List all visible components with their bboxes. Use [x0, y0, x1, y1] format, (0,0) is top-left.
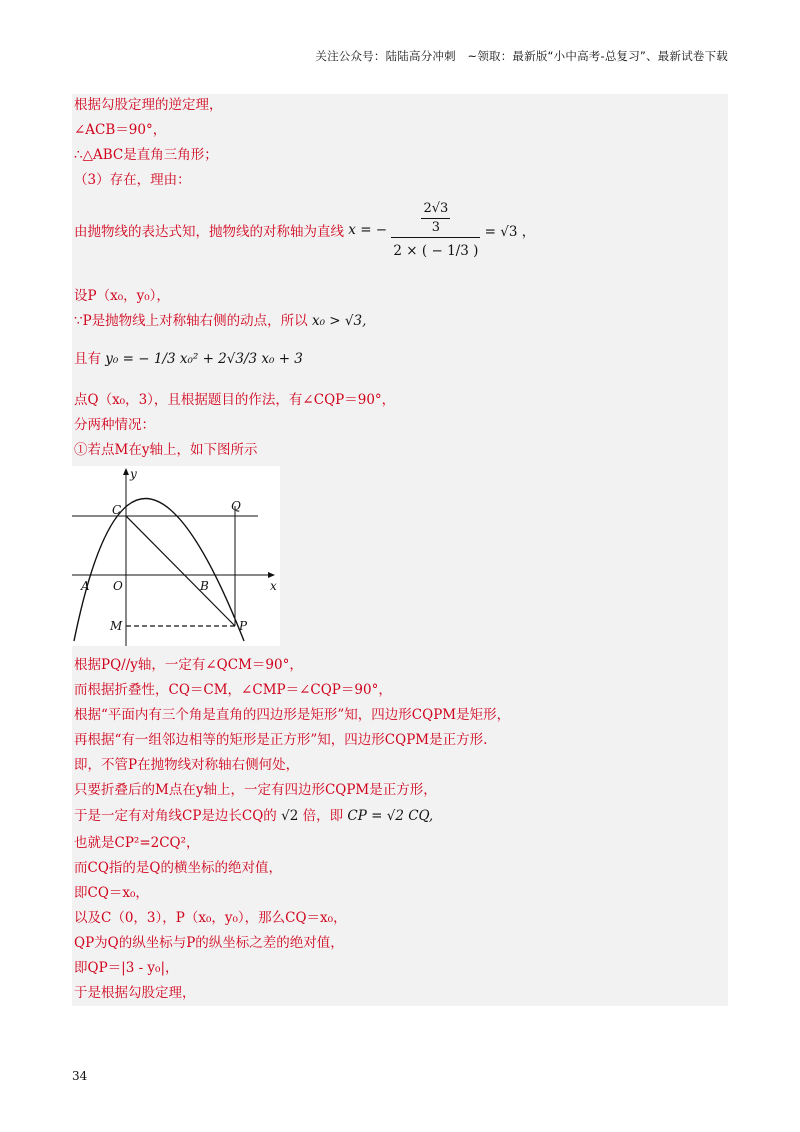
- text-line: [74, 350, 303, 368]
- solution-content: [72, 94, 728, 1006]
- text-line: 而CQ指的是Q的横坐标的绝对值，: [74, 860, 282, 876]
- text-line: 也就是CP²=2CQ²，: [74, 835, 200, 851]
- diag-text-2: 倍，即: [302, 808, 344, 824]
- text-line: 再根据“有一组邻边相等的矩形是正方形”知，四边形CQPM是正方形.: [74, 732, 488, 748]
- text-line: 根据PQ//y轴，一定有∠QCM＝90°，: [74, 657, 303, 673]
- text-line: ①若点M在y轴上，如下图所示: [74, 442, 258, 458]
- text-line: 点Q（x₀，3），且根据题目的作法，有∠CQP＝90°，: [74, 392, 396, 408]
- text-line: ∴△ABC是直角三角形；: [74, 147, 218, 163]
- label-y: y: [130, 467, 137, 481]
- y0-expression: y₀ = − 1/3 x₀² + 2√3/3 x₀ + 3: [105, 351, 303, 367]
- text-line: 以及C（0，3），P（x₀，y₀），那么CQ＝x₀，: [74, 910, 347, 926]
- frac-numerator-top: 2√3: [421, 200, 450, 219]
- sqrt2: √2: [281, 808, 299, 824]
- page-header: 关注公众号：陆陆高分冲刺 ~领取：最新版“小中高考-总复习”、最新试卷下载: [315, 49, 728, 63]
- text-line: 即QP＝|3 - y₀|，: [74, 960, 179, 976]
- x-axis-arrow: [268, 572, 275, 578]
- frac-numerator-bottom: 3: [431, 220, 441, 235]
- text-line: 只要折叠后的M点在y轴上，一定有四边形CQPM是正方形，: [74, 782, 437, 798]
- parabola-svg: [72, 466, 280, 646]
- label-b: B: [200, 579, 209, 593]
- text-line: 而根据折叠性，CQ＝CM，∠CMP＝∠CQP＝90°，: [74, 682, 392, 698]
- text-line: [74, 807, 433, 825]
- label-a: A: [81, 579, 90, 593]
- label-o: O: [113, 579, 123, 593]
- parabola-curve: [74, 499, 244, 642]
- axis-fraction: [391, 200, 480, 260]
- label-p: P: [239, 619, 248, 633]
- axis-line: [74, 200, 535, 260]
- label-m: M: [110, 619, 123, 633]
- text-line: QP为Q的纵坐标与P的纵坐标之差的绝对值，: [74, 935, 344, 951]
- text-line: ∠ACB＝90°，: [74, 122, 167, 138]
- frac-denominator: 2 × ( − 1/3 ): [393, 243, 479, 259]
- text-line: 根据“平面内有三个角是直角的四边形是矩形”知，四边形CQPM是矩形，: [74, 707, 511, 723]
- label-x: x: [270, 579, 277, 593]
- text-line: [74, 312, 366, 330]
- segment-cp: [126, 516, 235, 626]
- cond-text: ∵P是抛物线上对称轴右侧的动点，所以: [74, 313, 308, 329]
- label-q: Q: [231, 499, 241, 513]
- text-line: 设P（x₀，y₀），: [74, 288, 170, 304]
- axis-x-eq: x = −: [348, 222, 388, 238]
- axis-result: = √3 ，: [484, 224, 536, 240]
- y-axis-arrow: [123, 468, 129, 475]
- text-line: 即，不管P在抛物线对称轴右侧何处，: [74, 757, 300, 773]
- text-line: （3）存在，理由：: [74, 172, 191, 188]
- text-line: 即CQ＝x₀，: [74, 885, 149, 901]
- text-line: 分两种情况：: [74, 417, 155, 433]
- diag-text: 于是一定有对角线CP是边长CQ的: [74, 808, 277, 824]
- y0-text: 且有: [74, 351, 101, 367]
- cp-equation: CP = √2 CQ,: [347, 808, 434, 824]
- label-c: C: [112, 503, 122, 517]
- text-line: 根据勾股定理的逆定理，: [74, 97, 223, 113]
- parabola-figure: [72, 466, 280, 646]
- page-number: 34: [72, 1069, 88, 1083]
- x0-condition: x₀ > √3,: [311, 313, 367, 329]
- axis-text: 由抛物线的表达式知，抛物线的对称轴为直线: [74, 224, 344, 240]
- text-line: 于是根据勾股定理，: [74, 985, 196, 1001]
